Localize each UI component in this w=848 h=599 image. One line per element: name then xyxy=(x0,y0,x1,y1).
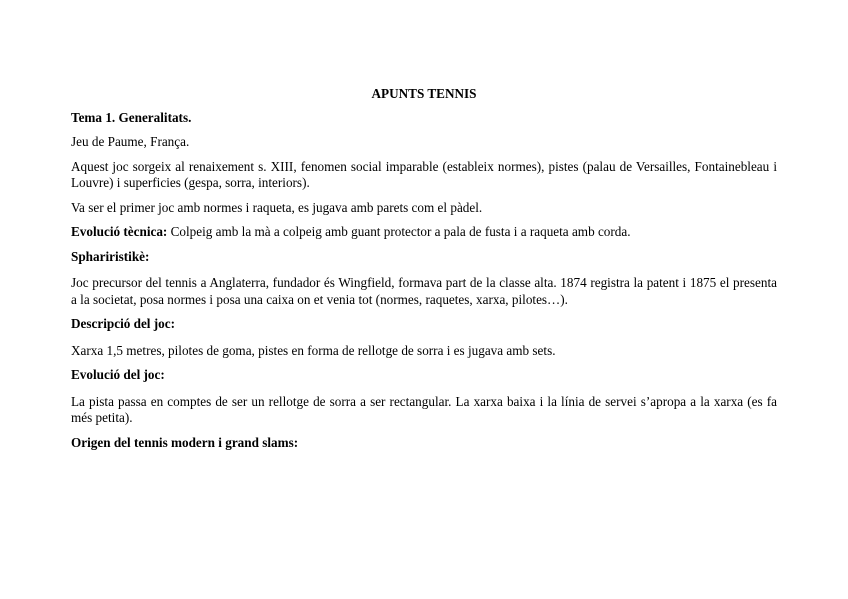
text-evolucio-tecnica: Colpeig amb la mà a colpeig amb guant protector a pala de fusta i a raqueta amb corda. xyxy=(167,224,631,239)
document-page xyxy=(71,86,777,459)
paragraph-evolucio-tecnica xyxy=(71,224,777,241)
heading-descripcio-joc: Descripció del joc: xyxy=(71,316,175,331)
paragraph-jeu-de-paume: Jeu de Paume, França. xyxy=(71,134,190,149)
paragraph-renaixement: Aquest joc sorgeix al renaixement s. XIII, fenomen social imparable (estableix normes), pistes (palau de Versailles, Fontainebleau i Louvre) i superficies (gespa, sorra, interiors). xyxy=(71,158,777,190)
paragraph-sphariristike: Joc precursor del tennis a Anglaterra, fundador és Wingfield, formava part de la classe alta. 1874 registra la patent i 1875 el presenta a la societat, posa normes i posa una caixa on et venia tot (normes, raquetes, xarxa, pilotes…). xyxy=(71,275,777,307)
heading-sphariristike: Sphariristikè: xyxy=(71,248,150,264)
heading-evolucio-joc: Evolució del joc: xyxy=(71,367,165,382)
paragraph-primer-joc: Va ser el primer joc amb normes i raqueta, es jugava amb parets com el pàdel. xyxy=(71,199,483,215)
paragraph-evolucio-joc: La pista passa en comptes de ser un rellotge de sorra a ser rectangular. La xarxa baixa i la línia de servei s’apropa a la xarxa (es fa més petita). xyxy=(71,393,777,425)
paragraph-descripcio-joc: Xarxa 1,5 metres, pilotes de goma, pistes en forma de rellotge de sorra i es jugava amb sets. xyxy=(71,342,556,358)
label-evolucio-tecnica: Evolució tècnica: xyxy=(71,224,168,239)
heading-generalitats: Tema 1. Generalitats. xyxy=(71,109,192,125)
document-title: APUNTS TENNIS xyxy=(371,86,477,101)
heading-origen-tennis-modern: Origen del tennis modern i grand slams: xyxy=(71,434,299,450)
